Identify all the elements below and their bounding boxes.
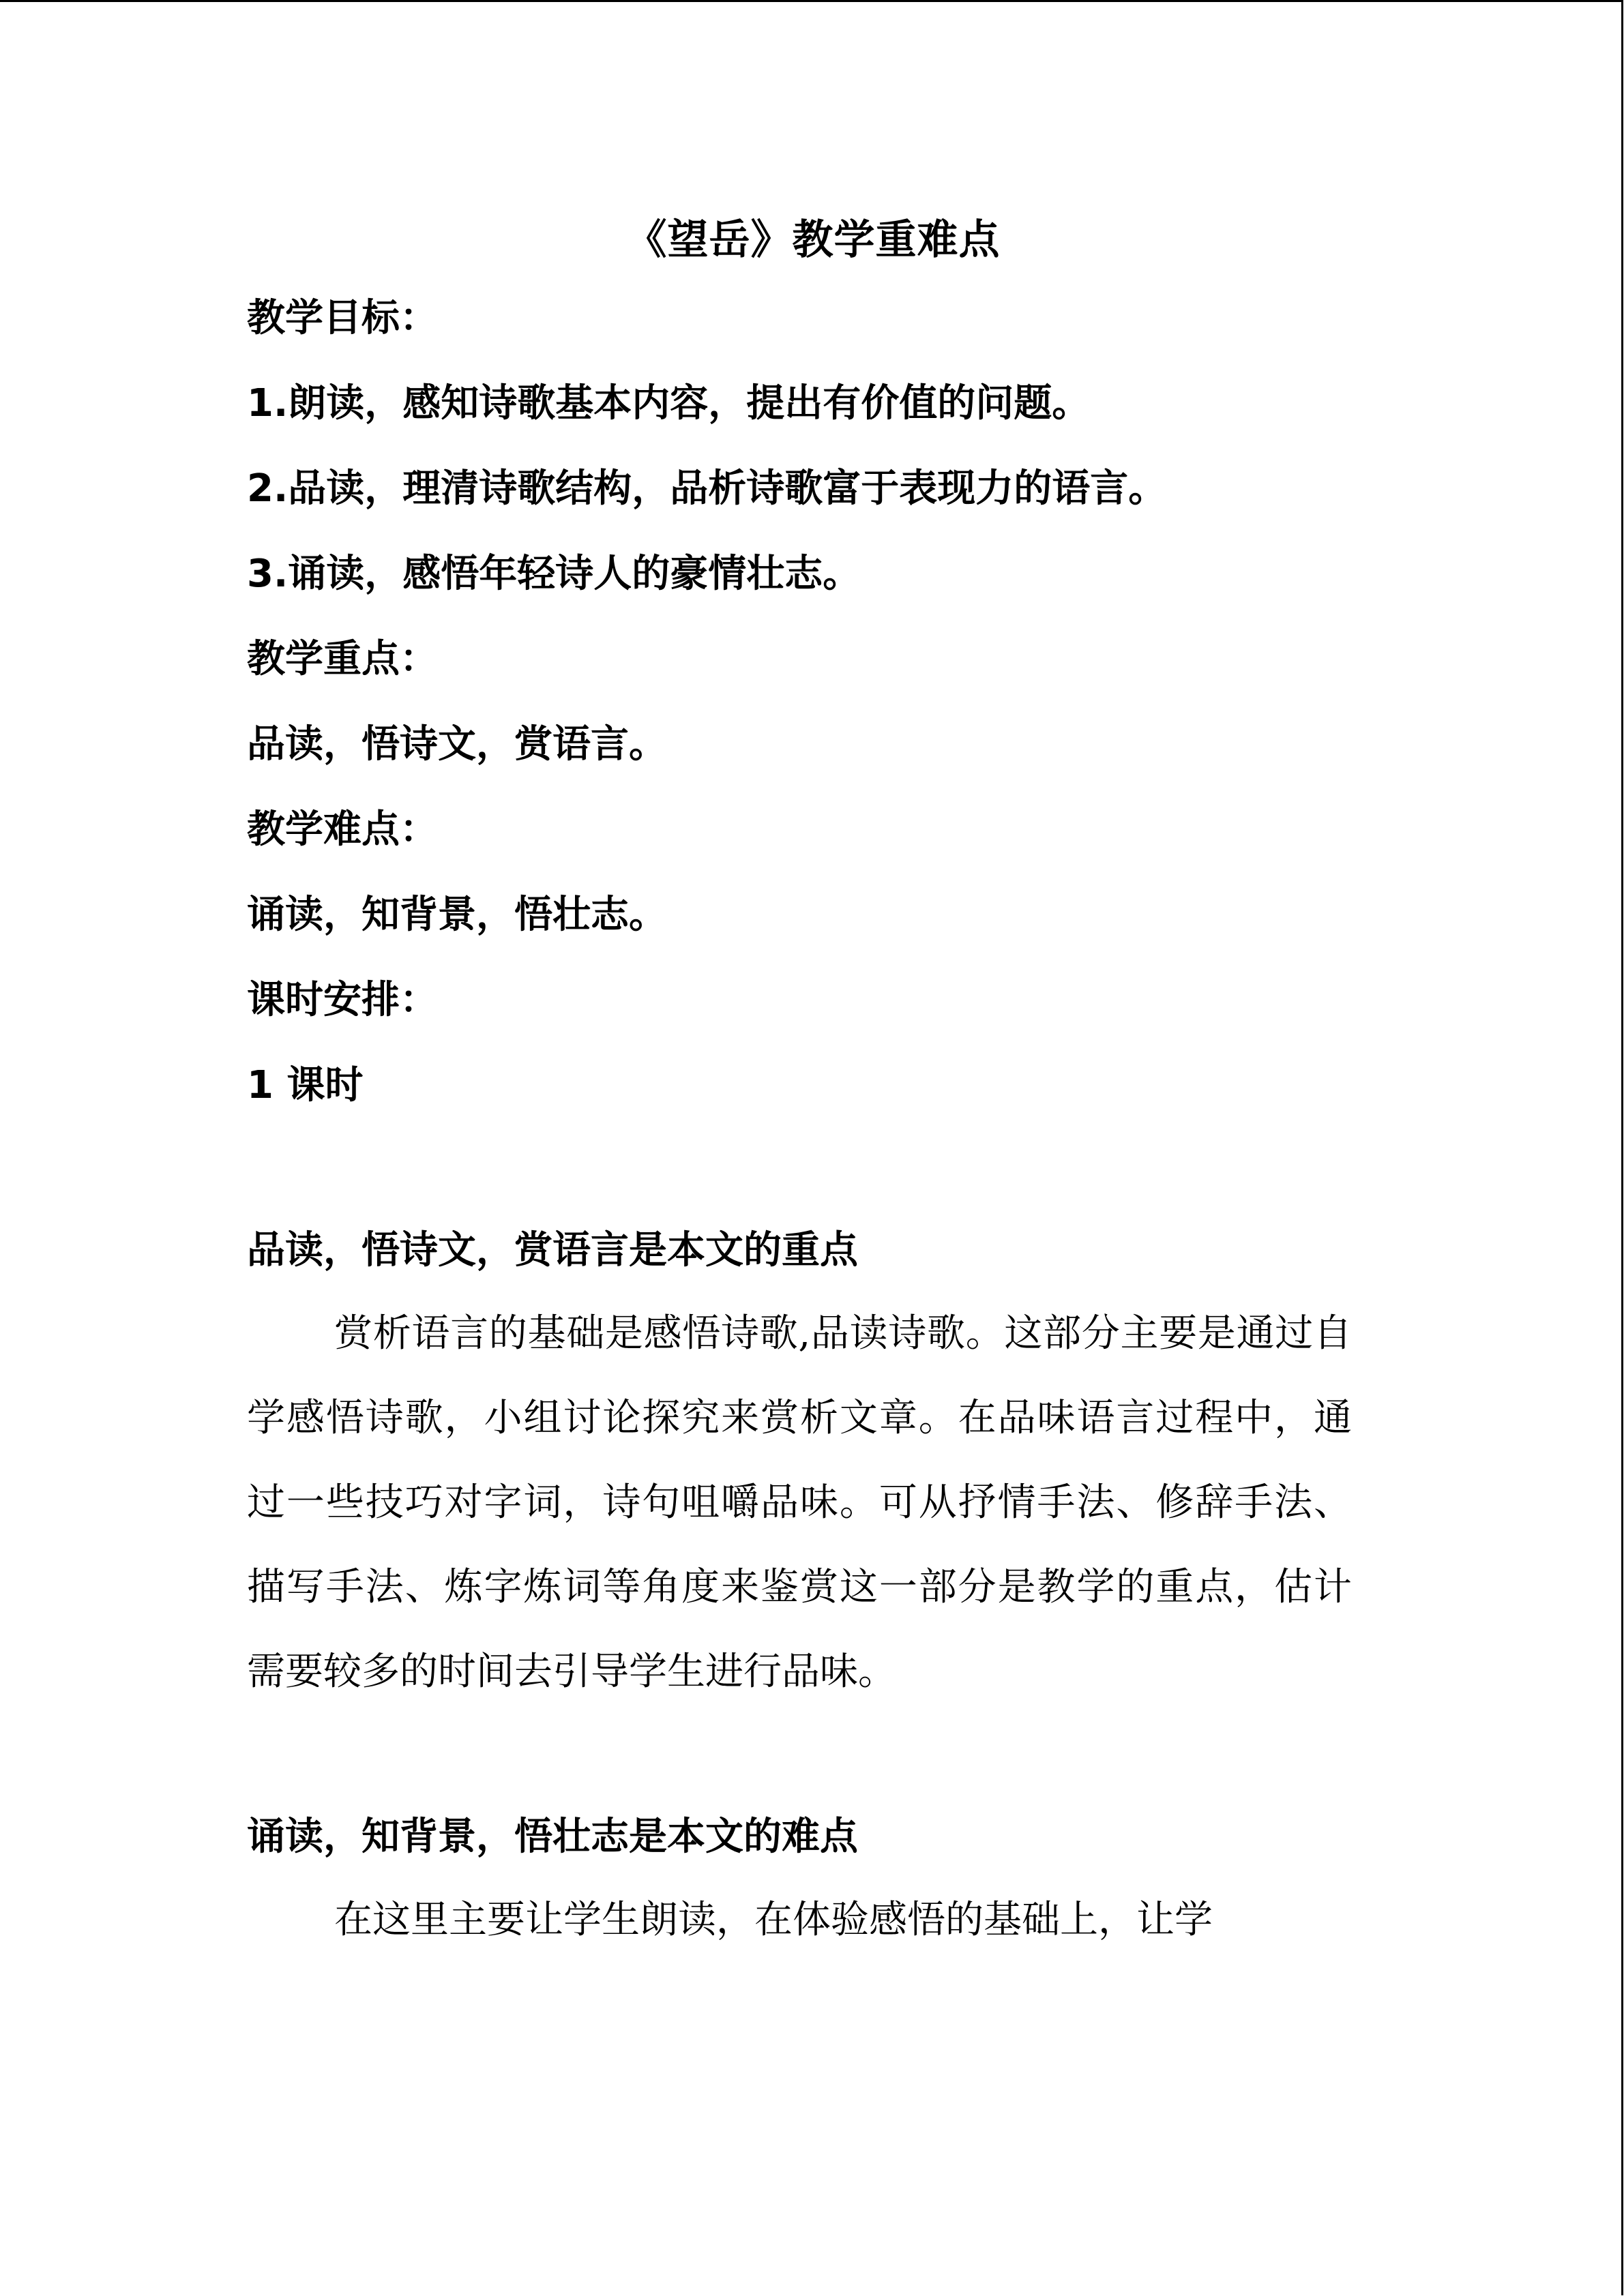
spacer <box>247 1714 1379 1796</box>
section1-paragraph: 赏析语言的基础是感悟诗歌,品读诗歌。这部分主要是通过自学感悟诗歌，小组讨论探究来赏析文章。在品味语言过程中，通过一些技巧对字词，诗句咀嚼品味。可从抒情手法、修辞手法、描写手法、炼字炼词等角度来鉴赏这一部分是教学的重点，估计需要较多的时间去引导学生进行品味。 <box>247 1311 1352 1694</box>
section2-heading: 诵读，知背景，悟壮志是本文的难点 <box>247 1815 858 1859</box>
section1-heading: 品读，悟诗文，赏语言是本文的重点 <box>247 1228 858 1272</box>
schedule-heading: 课时安排： <box>247 978 438 1022</box>
difficulty-text: 诵读，知背景，悟壮志。 <box>247 893 667 937</box>
difficulty-heading: 教学难点： <box>247 807 438 852</box>
schedule-text: 1 课时 <box>247 1063 364 1107</box>
document-title: 《望岳》教学重难点 <box>625 216 1001 264</box>
key-heading: 教学重点： <box>247 637 438 681</box>
spacer <box>247 1128 1379 1210</box>
key-text: 品读，悟诗文，赏语言。 <box>247 722 667 766</box>
goal-item-3: 3.诵读，感悟年轻诗人的豪情壮志。 <box>247 552 861 596</box>
section2-paragraph: 在这里主要让学生朗读，在体验感悟的基础上，让学 <box>334 1898 1213 1942</box>
goal-item-1: 1.朗读，感知诗歌基本内容，提出有价值的问题。 <box>247 381 1091 426</box>
goals-heading: 教学目标： <box>247 296 438 340</box>
document-body <box>247 205 1379 1963</box>
goal-item-2: 2.品读，理清诗歌结构，品析诗歌富于表现力的语言。 <box>247 466 1167 511</box>
